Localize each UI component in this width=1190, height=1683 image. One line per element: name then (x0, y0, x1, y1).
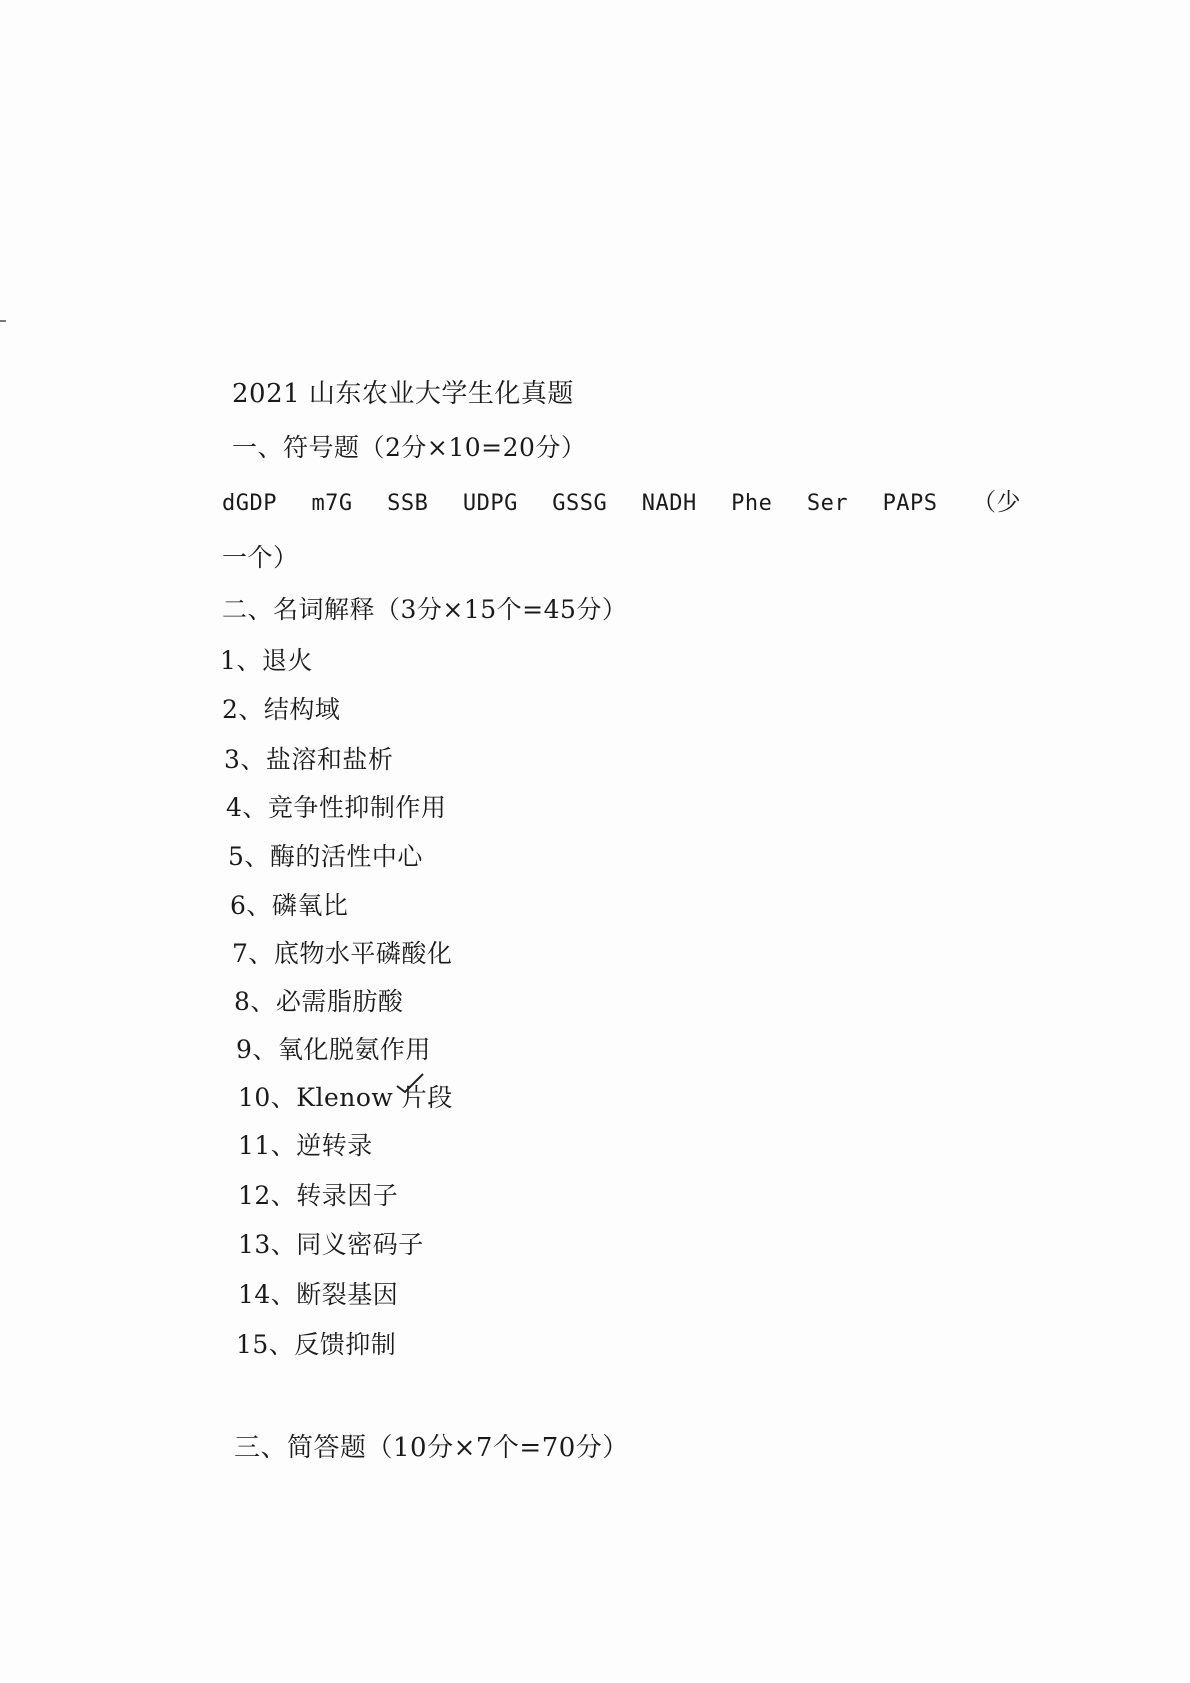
term-item: 12、转录因子 (238, 1181, 399, 1210)
scan-edge-mark (0, 320, 6, 322)
term-item: 2、结构域 (222, 695, 341, 724)
symbol-list (222, 486, 1021, 520)
term-item: 13、同义密码子 (238, 1230, 424, 1259)
section-2-heading: 二、名词解释（3分×15个=45分） (222, 595, 628, 624)
term-item: 8、必需脂肪酸 (234, 987, 404, 1016)
symbol-item: NADH (641, 491, 697, 516)
term-item: 11、逆转录 (238, 1131, 373, 1160)
term-item: 3、盐溶和盐析 (224, 745, 394, 774)
term-item: 10、Klenow 片段 (238, 1083, 453, 1112)
symbol-item: Ser (806, 491, 849, 516)
term-item: 6、磷氧比 (230, 891, 349, 920)
term-item: 4、竞争性抑制作用 (226, 793, 447, 822)
symbol-item: SSB (387, 491, 429, 516)
symbol-item: m7G (311, 491, 353, 516)
term-item: 14、断裂基因 (238, 1280, 399, 1309)
symbol-note: （少 (972, 488, 1021, 516)
symbol-item: PAPS (882, 491, 938, 516)
term-item: 15、反馈抑制 (236, 1330, 397, 1359)
symbol-item: GSSG (552, 491, 608, 516)
term-item: 1、退火 (220, 646, 313, 675)
term-item: 9、氧化脱氨作用 (236, 1035, 431, 1064)
symbol-note-continued: 一个） (222, 543, 299, 572)
page-title: 2021 山东农业大学生化真题 (232, 379, 574, 409)
pen-checkmark (395, 1072, 425, 1096)
symbol-item: dGDP (222, 491, 277, 516)
symbol-item: Phe (731, 491, 773, 516)
section-1-heading: 一、符号题（2分×10=20分） (232, 433, 587, 462)
section-3-heading: 三、简答题（10分×7个=70分） (234, 1433, 629, 1463)
symbol-item: UDPG (462, 491, 518, 516)
term-item: 5、酶的活性中心 (228, 842, 423, 871)
term-item: 7、底物水平磷酸化 (232, 939, 453, 968)
